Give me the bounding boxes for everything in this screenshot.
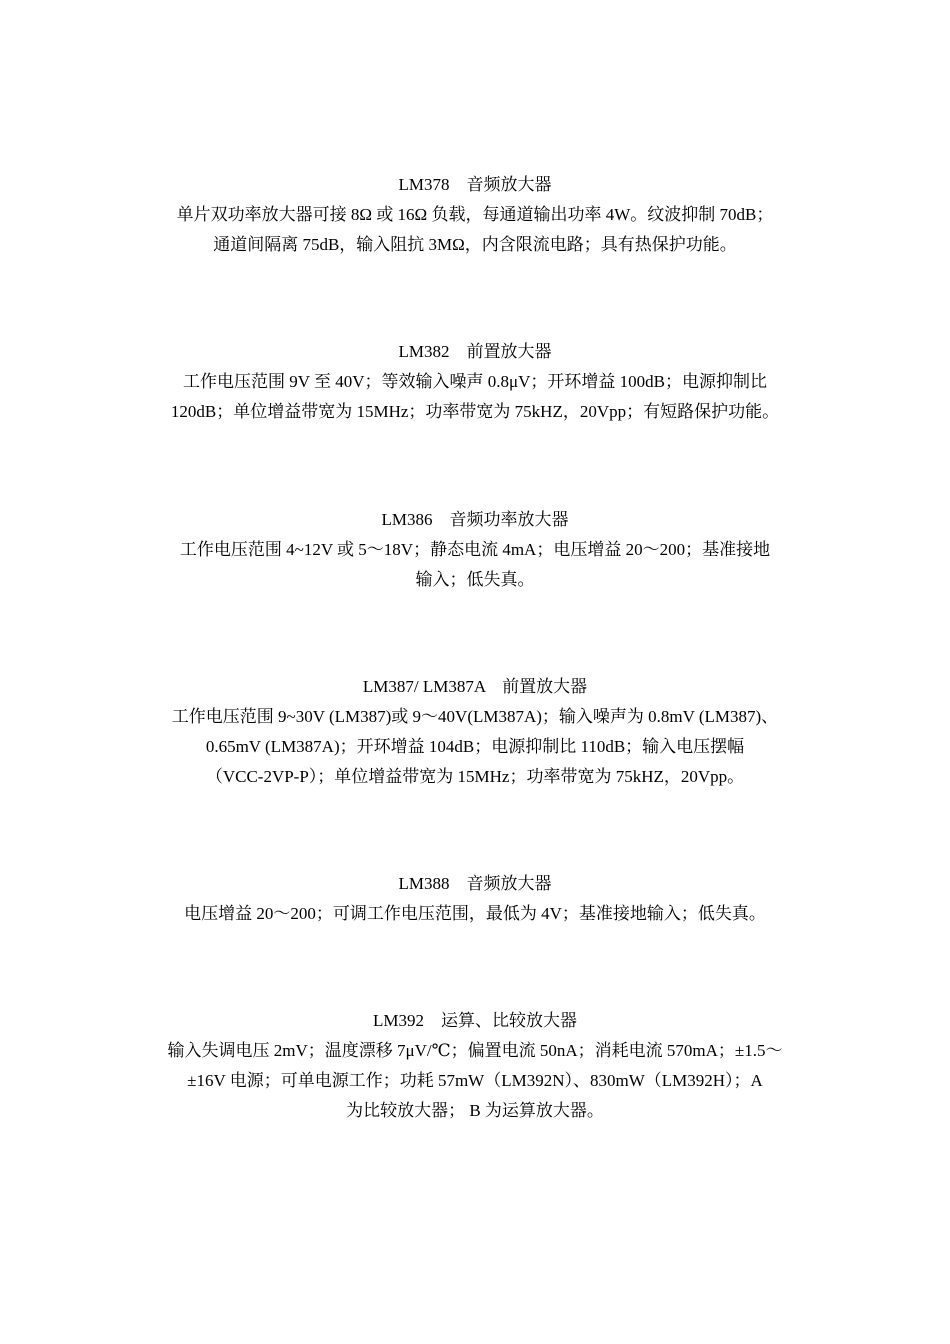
entry-line: 0.65mV (LM387A)；开环增益 104dB；电源抑制比 110dB；输入电压摆幅 [205, 737, 745, 756]
entry-title: LM378 音频放大器 [398, 175, 552, 194]
entry-line: （VCC-2VP-P）；单位增益带宽为 15MHz；功率带宽为 75kHZ，20Vpp。 [205, 767, 745, 786]
entry-line: 工作电压范围 4~12V 或 5～18V；静态电流 4mA；电压增益 20～200；基准接地 [179, 540, 771, 559]
entry-title: LM387/ LM387A 前置放大器 [362, 677, 588, 696]
entry-lm378 [140, 170, 810, 260]
entry-title: LM382 前置放大器 [398, 342, 552, 361]
entry-title: LM386 音频功率放大器 [381, 510, 569, 529]
entry-lm388 [140, 869, 810, 929]
entry-description [140, 702, 810, 792]
entry-line: 单片双功率放大器可接 8Ω 或 16Ω 负载，每通道输出功率 4W。纹波抑制 70dB； [176, 205, 774, 224]
entry-description [140, 535, 810, 595]
entry-line: 通道间隔离 75dB，输入阻抗 3MΩ，内含限流电路；具有热保护功能。 [213, 235, 737, 254]
entry-title: LM388 音频放大器 [398, 874, 552, 893]
entry-description [140, 1036, 810, 1126]
entry-lm386 [140, 505, 810, 595]
entry-description [140, 899, 810, 929]
entry-line: ±16V 电源；可单电源工作；功耗 57mW（LM392N）、830mW（LM392H）；A [187, 1071, 763, 1090]
entry-line: 120dB；单位增益带宽为 15MHz；功率带宽为 75kHZ，20Vpp；有短路保护功能。 [170, 402, 780, 421]
entry-line: 输入；低失真。 [415, 570, 535, 589]
entry-lm387 [140, 672, 810, 792]
entry-line: 工作电压范围 9V 至 40V；等效输入噪声 0.8μV；开环增益 100dB；电源抑制比 [183, 372, 767, 391]
entry-title: LM392 运算、比较放大器 [373, 1011, 577, 1030]
entry-lm392 [140, 1006, 810, 1126]
entry-line: 输入失调电压 2mV；温度漂移 7μV/℃；偏置电流 50nA；消耗电流 570mA；±1.5～ [167, 1041, 783, 1060]
entry-description [140, 200, 810, 260]
entry-line: 电压增益 20～200；可调工作电压范围，最低为 4V；基准接地输入；低失真。 [184, 904, 766, 923]
entry-line: 为比较放大器； B 为运算放大器。 [346, 1101, 604, 1120]
entry-line: 工作电压范围 9~30V (LM387)或 9～40V(LM387A)；输入噪声为 0.8mV (LM387)、 [171, 707, 779, 726]
entry-description [140, 367, 810, 427]
entry-lm382 [140, 337, 810, 427]
